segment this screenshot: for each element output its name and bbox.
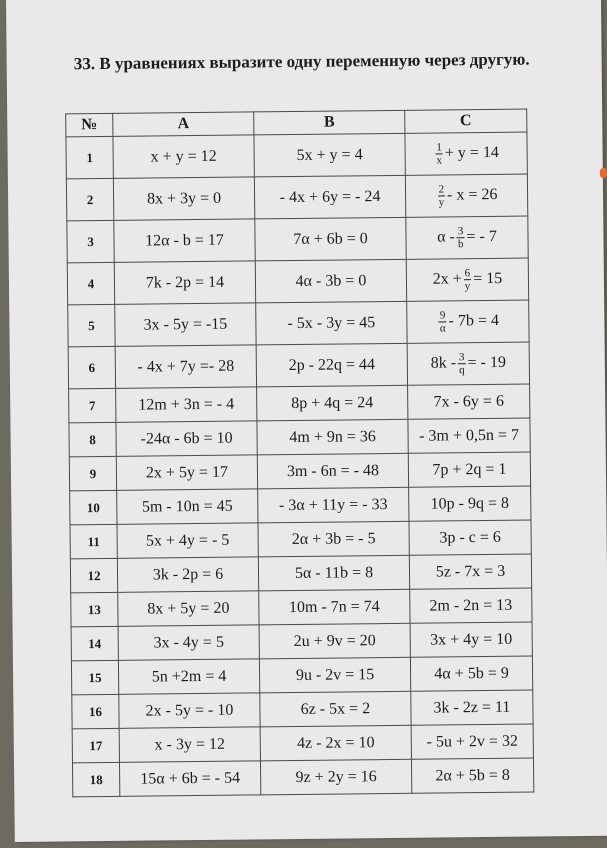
- fraction: [439, 309, 447, 334]
- equation-c-suffix: = 15: [473, 269, 503, 288]
- table-row: [69, 384, 530, 423]
- equation-b: - 4x + 6y = - 24: [254, 175, 405, 219]
- table-row: [69, 452, 530, 491]
- equation-b: - 3α + 11y = - 33: [258, 487, 409, 523]
- equation-c-suffix: - 7b = 4: [448, 312, 500, 330]
- equation-b: 2α + 3b = - 5: [258, 521, 409, 557]
- row-number: 5: [68, 304, 115, 346]
- equation-c: - 5u + 2v = 32: [411, 724, 533, 759]
- fraction: [464, 267, 472, 292]
- equation-c: 4α + 5b = 9: [410, 656, 532, 691]
- fraction-denominator: b: [457, 238, 464, 251]
- row-number: 11: [70, 524, 117, 558]
- equation-c: [406, 216, 528, 259]
- equation-a: 7k - 2p = 14: [114, 261, 255, 304]
- row-number: 14: [71, 626, 118, 660]
- row-number: 17: [72, 728, 119, 762]
- table-row: [67, 216, 528, 263]
- equation-c-prefix: 8k -: [430, 354, 457, 372]
- equation-b: 4z - 2x = 10: [260, 725, 411, 761]
- equation-c: [406, 258, 528, 301]
- equation-a: 5x + 4y = - 5: [117, 523, 258, 558]
- equation-c: - 3m + 0,5n = 7: [408, 418, 530, 453]
- equation-a: 2x + 5y = 17: [116, 455, 257, 490]
- table-row: [71, 622, 532, 661]
- equation-b: 9z + 2y = 16: [260, 759, 411, 795]
- row-number: 9: [69, 456, 116, 490]
- equation-a: 3k - 2p = 6: [117, 557, 258, 592]
- equation-a: 5m - 10n = 45: [117, 489, 258, 524]
- row-number: 8: [69, 422, 116, 456]
- equation-c: [405, 174, 527, 217]
- equation-b: 2p - 22q = 44: [256, 343, 407, 387]
- fraction-denominator: x: [436, 154, 442, 167]
- equation-b: 5x + y = 4: [254, 133, 405, 177]
- equation-c-suffix: = - 7: [466, 228, 497, 246]
- equation-c-prefix: 2x +: [432, 270, 462, 288]
- equation-b: 7α + 6b = 0: [255, 217, 406, 261]
- header-a: A: [113, 112, 254, 136]
- header-number: №: [66, 113, 113, 136]
- equations-table: [65, 109, 534, 798]
- equation-a: 8x + 3y = 0: [113, 177, 254, 220]
- table-row: [68, 342, 529, 389]
- fraction: [458, 351, 466, 376]
- row-number: 10: [70, 490, 117, 524]
- fraction-numerator: 2: [438, 183, 445, 196]
- equation-c: 3x + 4y = 10: [410, 622, 532, 657]
- table-row: [70, 486, 531, 525]
- equation-c: 5z - 7x = 3: [409, 554, 531, 589]
- orange-marker: [600, 168, 607, 178]
- equation-a: 15α + 6b = - 54: [119, 761, 260, 796]
- equation-a: 5n +2m = 4: [118, 659, 259, 694]
- row-number: 16: [72, 694, 119, 728]
- equation-a: 2x - 5y = - 10: [119, 693, 260, 728]
- fraction-denominator: q: [459, 364, 465, 377]
- table-row: [69, 418, 530, 457]
- table-row: [66, 132, 527, 179]
- fraction-numerator: 6: [464, 267, 471, 280]
- equation-b: 10m - 7n = 74: [259, 589, 410, 625]
- equation-c: 7x - 6y = 6: [408, 384, 530, 419]
- fraction-numerator: 9: [439, 309, 446, 322]
- row-number: 12: [70, 558, 117, 592]
- row-number: 6: [68, 346, 115, 388]
- table-row: [71, 656, 532, 695]
- row-number: 2: [66, 178, 113, 220]
- equation-b: 4α - 3b = 0: [255, 259, 406, 303]
- header-b: B: [254, 110, 405, 135]
- row-number: 18: [72, 762, 119, 796]
- fraction-denominator: α: [439, 322, 446, 335]
- equation-b: 9u - 2v = 15: [259, 657, 410, 693]
- header-c: C: [405, 109, 527, 133]
- table-body: [66, 132, 534, 797]
- equation-b: 6z - 5x = 2: [260, 691, 411, 727]
- exercise-title: 33. В уравнениях выразите одну переменную через другую.: [73, 49, 530, 74]
- equation-c: 7p + 2q = 1: [408, 452, 530, 487]
- worksheet-page: [6, 0, 607, 842]
- fraction-numerator: 3: [458, 351, 465, 364]
- equation-a: x - 3y = 12: [119, 727, 260, 762]
- equation-c: 2α + 5b = 8: [411, 758, 533, 793]
- fraction: [435, 141, 443, 166]
- equation-c-suffix: - x = 26: [447, 186, 498, 204]
- equation-b: 2u + 9v = 20: [259, 623, 410, 659]
- equation-a: 12m + 3n = - 4: [116, 387, 257, 422]
- equation-c-suffix: + y = 14: [444, 144, 499, 162]
- equation-a: 3x - 4y = 5: [118, 625, 259, 660]
- table-row: [70, 520, 531, 559]
- fraction: [457, 225, 465, 250]
- table-row: [66, 174, 527, 221]
- equation-b: 8p + 4q = 24: [257, 385, 408, 421]
- table-row: [71, 588, 532, 627]
- fraction-numerator: 1: [436, 141, 442, 154]
- equation-c: [407, 342, 529, 385]
- row-number: 7: [69, 388, 116, 422]
- table-row: [68, 300, 529, 347]
- row-number: 1: [66, 136, 113, 178]
- row-number: 3: [67, 220, 114, 262]
- equation-c: [405, 132, 527, 175]
- equation-a: 3x - 5y = -15: [115, 303, 256, 346]
- equation-a: 12α - b = 17: [114, 219, 255, 262]
- fraction-denominator: y: [464, 280, 471, 293]
- row-number: 4: [67, 262, 114, 304]
- fraction: [438, 183, 446, 208]
- table-row: [72, 724, 533, 763]
- table-row: [72, 690, 533, 729]
- equation-a: - 4x + 7y =- 28: [115, 345, 256, 388]
- equation-a: -24α - 6b = 10: [116, 421, 257, 456]
- equation-b: 5α - 11b = 8: [258, 555, 409, 591]
- equation-b: 3m - 6n = - 48: [257, 453, 408, 489]
- equation-c: 2m - 2n = 13: [410, 588, 532, 623]
- equation-c-suffix: = - 19: [467, 353, 507, 372]
- row-number: 15: [71, 660, 118, 694]
- equation-b: 4m + 9n = 36: [257, 419, 408, 455]
- equation-b: - 5x - 3y = 45: [256, 301, 407, 345]
- equation-a: x + y = 12: [113, 135, 254, 178]
- table-row: [70, 554, 531, 593]
- equation-c: 10p - 9q = 8: [409, 486, 531, 521]
- equation-c-prefix: α -: [437, 228, 456, 246]
- row-number: 13: [71, 592, 118, 626]
- equation-c: [407, 300, 529, 343]
- equation-c: 3p - c = 6: [409, 520, 531, 555]
- fraction-numerator: 3: [457, 225, 464, 238]
- equation-a: 8x + 5y = 20: [118, 591, 259, 626]
- table-row: [67, 258, 528, 305]
- fraction-denominator: y: [438, 196, 445, 209]
- table-row: [72, 758, 533, 797]
- equation-c: 3k - 2z = 11: [411, 690, 533, 725]
